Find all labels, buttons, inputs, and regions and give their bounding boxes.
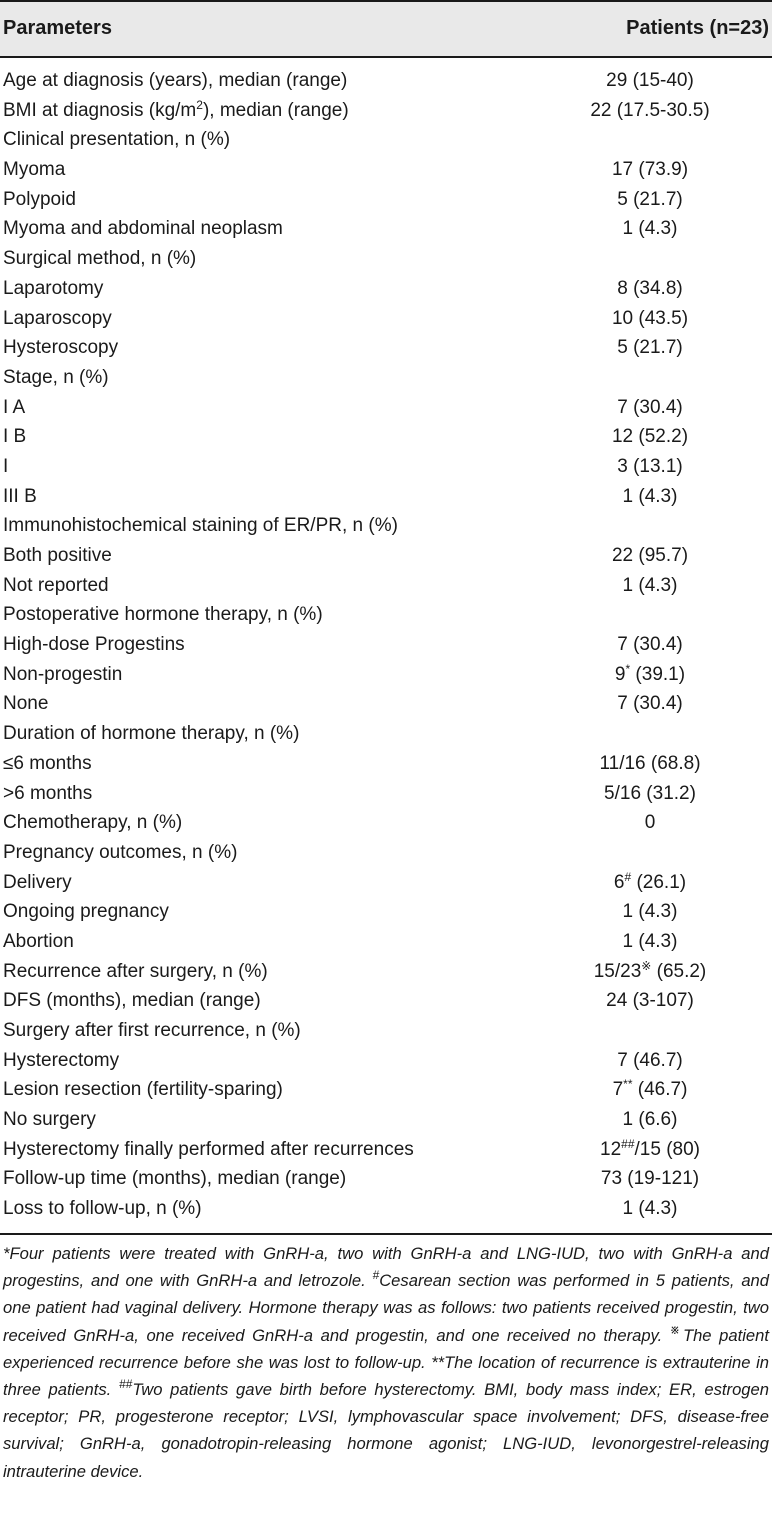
table-row xyxy=(0,96,772,126)
row-label: Not reported xyxy=(3,574,109,596)
row-value xyxy=(560,868,740,898)
row-label: Chemotherapy, n (%) xyxy=(3,812,183,834)
table-row xyxy=(0,155,772,185)
row-value: 10 (43.5) xyxy=(611,307,689,329)
row-value: 5 (21.7) xyxy=(617,337,683,359)
table-row xyxy=(0,1046,772,1076)
row-value xyxy=(560,660,740,690)
row-value-sup: ## xyxy=(621,1136,635,1151)
row-label: Recurrence after surgery, n (%) xyxy=(3,960,268,982)
table-body xyxy=(0,66,772,1224)
row-label-text: ), median (range) xyxy=(202,99,349,121)
row-label: Clinical presentation, n (%) xyxy=(3,129,231,151)
footnote-mark-2: ※ xyxy=(669,1322,683,1337)
row-value-text: 6 xyxy=(613,871,625,893)
header-parameters: Parameters xyxy=(3,17,112,39)
row-value-sup: * xyxy=(625,661,631,676)
row-label: None xyxy=(3,693,49,715)
row-label: Immunohistochemical staining of ER/PR, n (%) xyxy=(3,515,398,537)
row-value-text: 15/23 xyxy=(593,960,642,982)
row-value: 7 (46.7) xyxy=(617,1049,683,1071)
row-value: 17 (73.9) xyxy=(611,159,689,181)
row-value: 22 (17.5-30.5) xyxy=(590,99,710,121)
row-value xyxy=(560,1135,740,1165)
row-value: 1 (4.3) xyxy=(622,901,678,923)
row-value: 1 (6.6) xyxy=(622,1109,678,1131)
table-row xyxy=(0,244,772,274)
row-label: DFS (months), median (range) xyxy=(3,990,261,1012)
row-value-text: (46.7) xyxy=(632,1079,688,1101)
row-label: Laparotomy xyxy=(3,277,104,299)
table-row xyxy=(0,927,772,957)
row-label: Stage, n (%) xyxy=(3,366,109,388)
table-row xyxy=(0,1194,772,1224)
table-row xyxy=(0,897,772,927)
row-value-sup: # xyxy=(624,869,632,884)
row-label: Age at diagnosis (years), median (range) xyxy=(3,70,348,91)
header-rule xyxy=(0,56,772,58)
row-label: ≤6 months xyxy=(3,752,92,774)
row-value-text: 7 xyxy=(612,1079,624,1101)
row-label: I B xyxy=(3,426,27,448)
row-value: 5/16 (31.2) xyxy=(604,782,696,804)
table-row xyxy=(0,125,772,155)
row-value: 29 (15-40) xyxy=(606,70,694,91)
row-label: Ongoing pregnancy xyxy=(3,901,169,923)
row-label: I A xyxy=(3,396,26,418)
row-label: High-dose Progestins xyxy=(3,634,185,656)
table-row xyxy=(0,660,772,690)
footnote-part-2: Cesarean section was performed in 5 patients, and one patient had vaginal delivery. Hormone therapy was as follows: two patients received progestin, two received GnRH-a, one received GnRH-a and progestin, and one received no therapy. xyxy=(3,1271,770,1345)
row-value: 11/16 (68.8) xyxy=(599,752,701,774)
table-row xyxy=(0,1135,772,1165)
row-label: Non-progestin xyxy=(3,663,123,685)
table-row xyxy=(0,689,772,719)
row-value: 5 (21.7) xyxy=(617,188,683,210)
row-label: Both positive xyxy=(3,545,112,566)
footnote-mark-1: # xyxy=(372,1268,380,1283)
row-label: Surgical method, n (%) xyxy=(3,248,197,270)
row-label: Polypoid xyxy=(3,188,76,210)
row-value: 1 (4.3) xyxy=(622,1198,678,1220)
row-label-text: BMI at diagnosis (kg/m xyxy=(3,99,197,121)
row-value: 1 (4.3) xyxy=(622,218,678,240)
row-value-text: 9 xyxy=(614,663,626,685)
row-value-text: (26.1) xyxy=(631,871,687,893)
table-row xyxy=(0,600,772,630)
row-label-sup: 2 xyxy=(196,97,203,112)
table-row xyxy=(0,779,772,809)
table-row xyxy=(0,422,772,452)
row-value-text: (65.2) xyxy=(651,960,707,982)
table-row xyxy=(0,1164,772,1194)
row-value-text: (39.1) xyxy=(630,663,686,685)
row-label: >6 months xyxy=(3,782,93,804)
row-label: Delivery xyxy=(3,871,72,893)
footnote-part-1: *Four patients were treated with GnRH-a, two with GnRH-a and LNG-IUD, two with GnRH-a and progestins, and one with GnRH-a and letrozole. xyxy=(3,1244,769,1291)
row-value xyxy=(560,1075,740,1105)
row-label: Lesion resection (fertility-sparing) xyxy=(3,1079,283,1101)
table-row xyxy=(0,749,772,779)
table-row xyxy=(0,511,772,541)
row-label: Myoma xyxy=(3,159,66,181)
table-row xyxy=(0,1105,772,1135)
row-value xyxy=(560,957,740,987)
table-row xyxy=(0,185,772,215)
row-label: Loss to follow-up, n (%) xyxy=(3,1198,202,1220)
footnote-mark-3: ## xyxy=(118,1377,133,1392)
row-label: No surgery xyxy=(3,1109,96,1131)
row-label: Postoperative hormone therapy, n (%) xyxy=(3,604,323,626)
row-label: I xyxy=(3,455,9,477)
table-row xyxy=(0,452,772,482)
table-row xyxy=(0,986,772,1016)
row-value: 1 (4.3) xyxy=(622,485,678,507)
row-value: 7 (30.4) xyxy=(617,396,683,418)
row-value: 24 (3-107) xyxy=(606,990,694,1012)
table-row xyxy=(0,571,772,601)
bottom-rule xyxy=(0,1233,772,1235)
row-value: 7 (30.4) xyxy=(617,634,683,656)
table-row xyxy=(0,719,772,749)
row-value-text: /15 (80) xyxy=(634,1138,700,1160)
row-label: Abortion xyxy=(3,930,74,952)
table-header xyxy=(0,0,772,58)
row-label: Duration of hormone therapy, n (%) xyxy=(3,723,300,745)
row-value: 7 (30.4) xyxy=(617,693,683,715)
row-label xyxy=(3,96,349,126)
table-row xyxy=(0,957,772,987)
row-value: 0 xyxy=(644,812,656,834)
table-row xyxy=(0,274,772,304)
row-label: Myoma and abdominal neoplasm xyxy=(3,218,283,240)
table-row xyxy=(0,393,772,423)
row-label: Follow-up time (months), median (range) xyxy=(3,1168,347,1190)
table-footnote xyxy=(3,1240,769,1485)
row-value: 12 (52.2) xyxy=(611,426,689,448)
table-row xyxy=(0,868,772,898)
table-row xyxy=(0,214,772,244)
footnote-part-4: Two patients gave birth before hysterectomy. BMI, body mass index; ER, estrogen receptor; PR, progesterone receptor; LVSI, lymphovascular space involvement; DFS, disease-free survival; GnRH-a, gonadotropin-releasing hormone agonist; LNG-IUD, levonorgestrel-releasing intrauterine device. xyxy=(3,1380,769,1481)
header-patients: Patients (n=23) xyxy=(626,17,769,39)
footnote-part-3: The patient experienced recurrence before she was lost to follow-up. **The location of recurrence is extrauterine in three patients. xyxy=(3,1325,769,1400)
row-value-text: 12 xyxy=(600,1138,622,1160)
table-row xyxy=(0,1016,772,1046)
row-value: 1 (4.3) xyxy=(622,574,678,596)
table-row xyxy=(0,333,772,363)
table-row xyxy=(0,630,772,660)
row-value-sup: ※ xyxy=(641,958,652,973)
row-label: Laparoscopy xyxy=(3,307,112,329)
top-rule xyxy=(0,0,772,2)
table-row xyxy=(0,1075,772,1105)
row-label: Hysteroscopy xyxy=(3,337,119,359)
row-value: 8 (34.8) xyxy=(617,277,683,299)
table-row xyxy=(0,838,772,868)
table-row xyxy=(0,482,772,512)
row-value-sup: ** xyxy=(623,1077,633,1092)
row-label: Pregnancy outcomes, n (%) xyxy=(3,841,238,863)
row-value: 1 (4.3) xyxy=(622,930,678,952)
table-row xyxy=(0,304,772,334)
row-value: 73 (19-121) xyxy=(600,1168,700,1190)
table-row xyxy=(0,808,772,838)
row-value: 22 (95.7) xyxy=(611,545,689,566)
table-row xyxy=(0,66,772,96)
table-row xyxy=(0,363,772,393)
row-value: 3 (13.1) xyxy=(617,455,683,477)
row-label: Hysterectomy finally performed after recurrences xyxy=(3,1138,414,1160)
table-row xyxy=(0,541,772,571)
row-label: Hysterectomy xyxy=(3,1049,120,1071)
row-label: III B xyxy=(3,485,37,507)
row-label: Surgery after first recurrence, n (%) xyxy=(3,1020,301,1041)
